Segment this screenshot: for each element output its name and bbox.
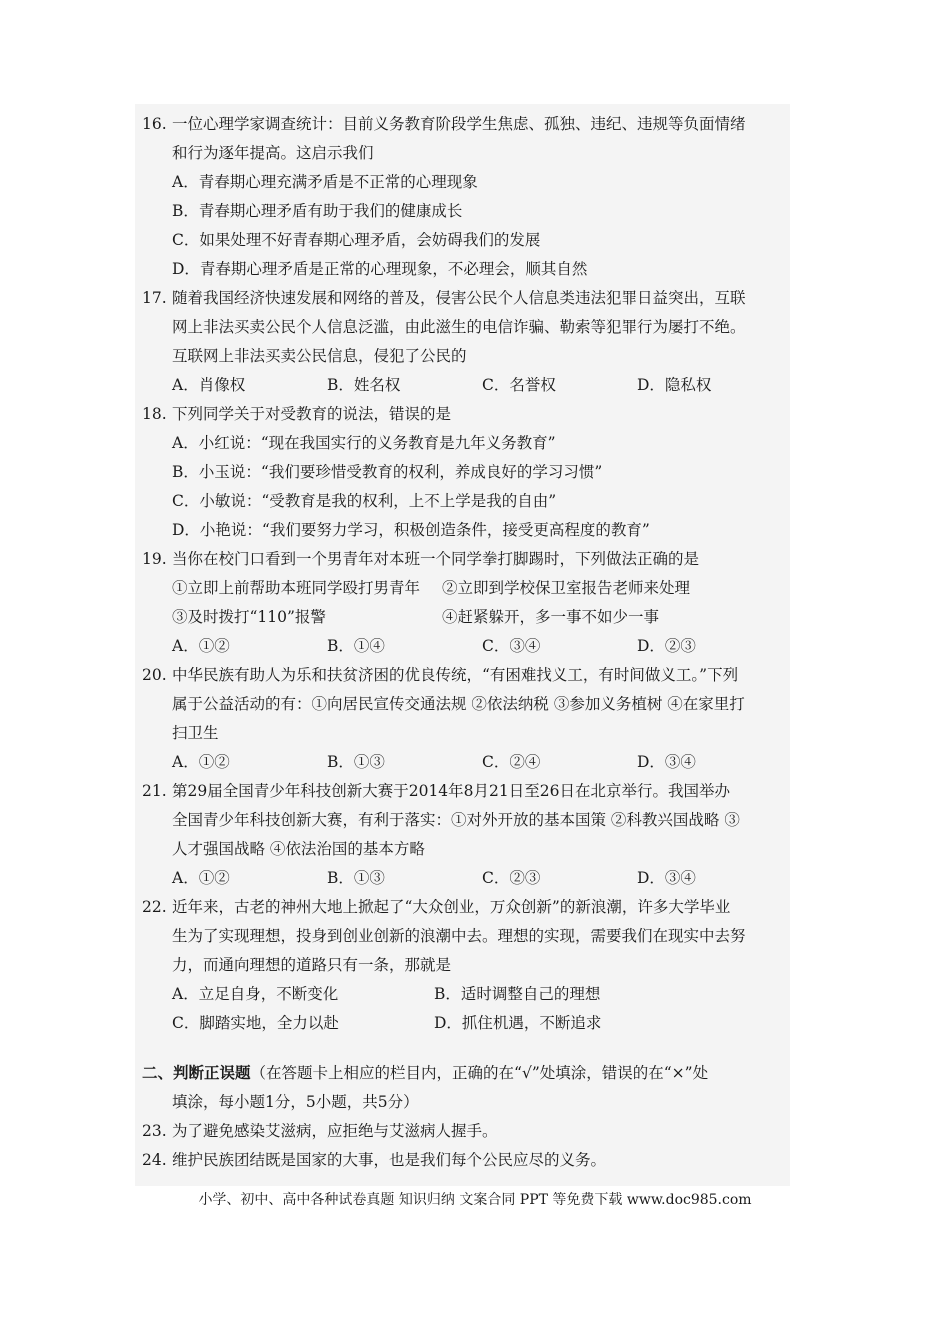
question-stem: 扫卫生	[172, 724, 219, 742]
question-stem: 近年来，古老的神州大地上掀起了“大众创业，万众创新”的新浪潮，许多大学毕业	[172, 898, 731, 916]
option-c: C．②③	[482, 869, 541, 887]
statement-row	[142, 574, 792, 603]
statement-3: ③及时拨打“110”报警	[172, 608, 326, 626]
option-row	[142, 1009, 792, 1038]
section-2	[142, 1058, 792, 1117]
question-stem: 第29届全国青少年科技创新大赛于2014年8月21日至26日在北京举行。我国举办	[172, 782, 730, 800]
option-c: C．脚踏实地，全力以赴	[172, 1014, 339, 1032]
option-a: A．①②	[172, 637, 230, 655]
option-b: B．①③	[327, 869, 385, 887]
question-18	[142, 400, 792, 545]
question-17	[142, 284, 792, 400]
option-c: C．小敏说：“受教育是我的权利，上不上学是我的自由”	[172, 492, 557, 510]
question-number: 21.	[142, 782, 167, 800]
option-b: B．小玉说：“我们要珍惜受教育的权利，养成良好的学习习惯”	[172, 463, 603, 481]
question-number: 23.	[142, 1122, 167, 1140]
option-row	[142, 980, 792, 1009]
option-b: B．①③	[327, 753, 385, 771]
option-a: A．青春期心理充满矛盾是不正常的心理现象	[172, 173, 478, 191]
question-stem: 人才强国战略 ④依法治国的基本方略	[172, 840, 425, 858]
option-c: C．如果处理不好青春期心理矛盾，会妨碍我们的发展	[172, 231, 541, 249]
footer-watermark: 小学、初中、高中各种试卷真题 知识归纳 文案合同 PPT 等免费下载 www.doc985.com	[198, 1192, 752, 1208]
option-b: B．适时调整自己的理想	[434, 985, 601, 1003]
question-number: 17.	[142, 289, 167, 307]
question-24	[142, 1146, 792, 1175]
question-list	[142, 110, 792, 1175]
question-stem: 互联网上非法买卖公民信息，侵犯了公民的	[172, 347, 467, 365]
question-number: 24.	[142, 1151, 167, 1169]
option-c: C．名誉权	[482, 376, 556, 394]
option-b: B．青春期心理矛盾有助于我们的健康成长	[172, 202, 463, 220]
statement-row	[142, 603, 792, 632]
option-d: D．隐私权	[637, 376, 712, 394]
section-instructions: （在答题卡上相应的栏目内，正确的在“√”处填涂，错误的在“×”处	[250, 1064, 709, 1082]
option-a: A．立足自身，不断变化	[172, 985, 339, 1003]
option-row	[142, 371, 792, 400]
statement-2: ②立即到学校保卫室报告老师来处理	[442, 579, 691, 597]
question-stem: 全国青少年科技创新大赛，有利于落实：①对外开放的基本国策 ②科教兴国战略 ③	[172, 811, 740, 829]
question-stem: 力，而通向理想的道路只有一条，那就是	[172, 956, 452, 974]
option-a: A．小红说：“现在我国实行的义务教育是九年义务教育”	[172, 434, 556, 452]
question-number: 22.	[142, 898, 167, 916]
question-number: 19.	[142, 550, 167, 568]
section-instructions: 填涂，每小题1分，5小题，共5分）	[172, 1093, 419, 1111]
question-23	[142, 1117, 792, 1146]
option-row	[142, 632, 792, 661]
question-21	[142, 777, 792, 893]
section-heading: 二、判断正误题	[142, 1063, 251, 1082]
question-stem: 生为了实现理想，投身到创业创新的浪潮中去。理想的实现，需要我们在现实中去努	[172, 927, 746, 945]
question-stem: 随着我国经济快速发展和网络的普及，侵害公民个人信息类违法犯罪日益突出，互联	[172, 289, 746, 307]
question-stem: 下列同学关于对受教育的说法，错误的是	[172, 405, 452, 423]
option-d: D．小艳说：“我们要努力学习，积极创造条件，接受更高程度的教育”	[172, 521, 650, 539]
question-20	[142, 661, 792, 777]
option-d: D．②③	[637, 637, 696, 655]
question-number: 18.	[142, 405, 167, 423]
option-c: C．②④	[482, 753, 541, 771]
question-stem: 维护民族团结既是国家的大事，也是我们每个公民应尽的义务。	[172, 1151, 607, 1169]
option-d: D．③④	[637, 869, 696, 887]
question-number: 20.	[142, 666, 167, 684]
question-stem: 当你在校门口看到一个男青年对本班一个同学拳打脚踢时，下列做法正确的是	[172, 550, 700, 568]
statement-1: ①立即上前帮助本班同学殴打男青年	[172, 579, 421, 597]
option-a: A．肖像权	[172, 376, 246, 394]
question-22	[142, 893, 792, 1038]
option-b: B．姓名权	[327, 376, 401, 394]
option-a: A．①②	[172, 869, 230, 887]
option-d: D．③④	[637, 753, 696, 771]
question-stem: 为了避免感染艾滋病，应拒绝与艾滋病人握手。	[172, 1122, 498, 1140]
option-b: B．①④	[327, 637, 385, 655]
option-row	[142, 864, 792, 893]
question-stem: 和行为逐年提高。这启示我们	[172, 144, 374, 162]
option-d: D．抓住机遇，不断追求	[434, 1014, 602, 1032]
question-number: 16.	[142, 115, 167, 133]
question-16	[142, 110, 792, 284]
question-stem: 中华民族有助人为乐和扶贫济困的优良传统，“有困难找义工，有时间做义工。”下列	[172, 666, 739, 684]
question-stem: 属于公益活动的有：①向居民宣传交通法规 ②依法纳税 ③参加义务植树 ④在家里打	[172, 695, 745, 713]
question-stem: 一位心理学家调查统计：目前义务教育阶段学生焦虑、孤独、违纪、违规等负面情绪	[172, 115, 746, 133]
option-a: A．①②	[172, 753, 230, 771]
question-19	[142, 545, 792, 661]
option-c: C．③④	[482, 637, 541, 655]
option-row	[142, 748, 792, 777]
question-stem: 网上非法买卖公民个人信息泛滥，由此滋生的电信诈骗、勒索等犯罪行为屡打不绝。	[172, 318, 746, 336]
statement-4: ④赶紧躲开，多一事不如少一事	[442, 608, 660, 626]
option-d: D．青春期心理矛盾是正常的心理现象，不必理会，顺其自然	[172, 260, 588, 278]
